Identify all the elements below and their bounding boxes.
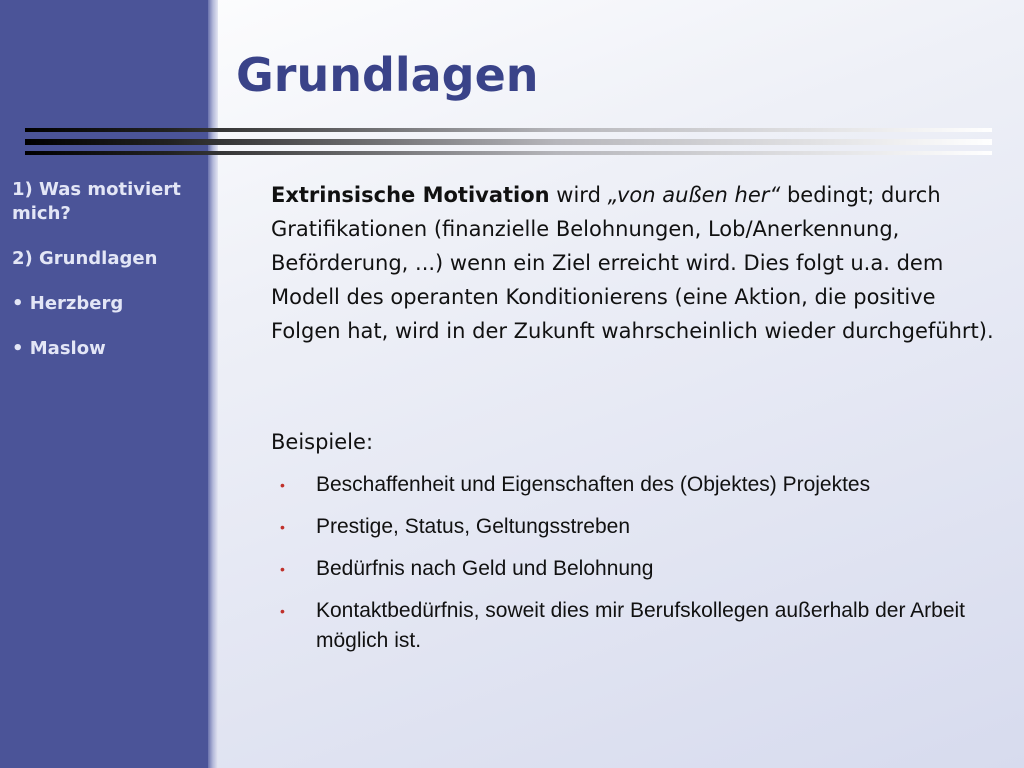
list-item-text: Beschaffenheit und Eigenschaften des (Objektes) Projektes [316,473,871,496]
bullet-icon: • [280,519,285,535]
list-item-text: Kontaktbedürfnis, soweit dies mir Berufskollegen außerhalb der Arbeit möglich ist. [316,599,966,652]
decorative-rule-bottom [25,151,992,155]
definition-connector: wird [549,183,608,207]
list-item [280,470,1010,500]
list-item [280,554,1010,584]
decorative-rule-top [25,128,992,132]
decorative-rule-middle [25,139,992,145]
nav-item-herzberg[interactable]: • Herzberg [12,293,124,314]
bullet-icon: • [280,561,285,577]
slide-title: Grundlagen [236,48,539,102]
definition-quote: „von außen her“ [607,183,781,207]
sidebar-edge [208,0,218,768]
examples-heading: Beispiele: [271,430,374,454]
definition-block [271,178,1001,348]
definition-term: Extrinsische Motivation [271,183,550,207]
examples-list [280,470,1010,668]
list-item [280,512,1010,542]
list-item-text: Bedürfnis nach Geld und Belohnung [316,557,654,580]
list-item [280,596,1010,656]
nav-item-grundlagen[interactable]: 2) Grundlagen [12,248,158,269]
definition-paragraph [271,178,1001,348]
bullet-icon: • [280,477,285,493]
bullet-icon: • [280,603,285,619]
nav-item-maslow[interactable]: • Maslow [12,338,106,359]
nav-item-was-motiviert-mich[interactable]: 1) Was motiviert mich? [12,179,181,224]
definition-text: bedingt; durch Gratifikationen (finanzielle Belohnungen, Lob/Anerkennung, Beförderung, ...) wenn ein Ziel erreicht wird. Dies folgt u.a. dem Modell des operanten Konditionierens (eine Aktion, die positive Folgen hat, wird in der Zukunft wahrscheinlich wieder durchgeführt). [271,183,994,343]
sidebar [0,0,208,768]
list-item-text: Prestige, Status, Geltungsstreben [316,515,631,538]
sidebar-nav [12,178,202,382]
